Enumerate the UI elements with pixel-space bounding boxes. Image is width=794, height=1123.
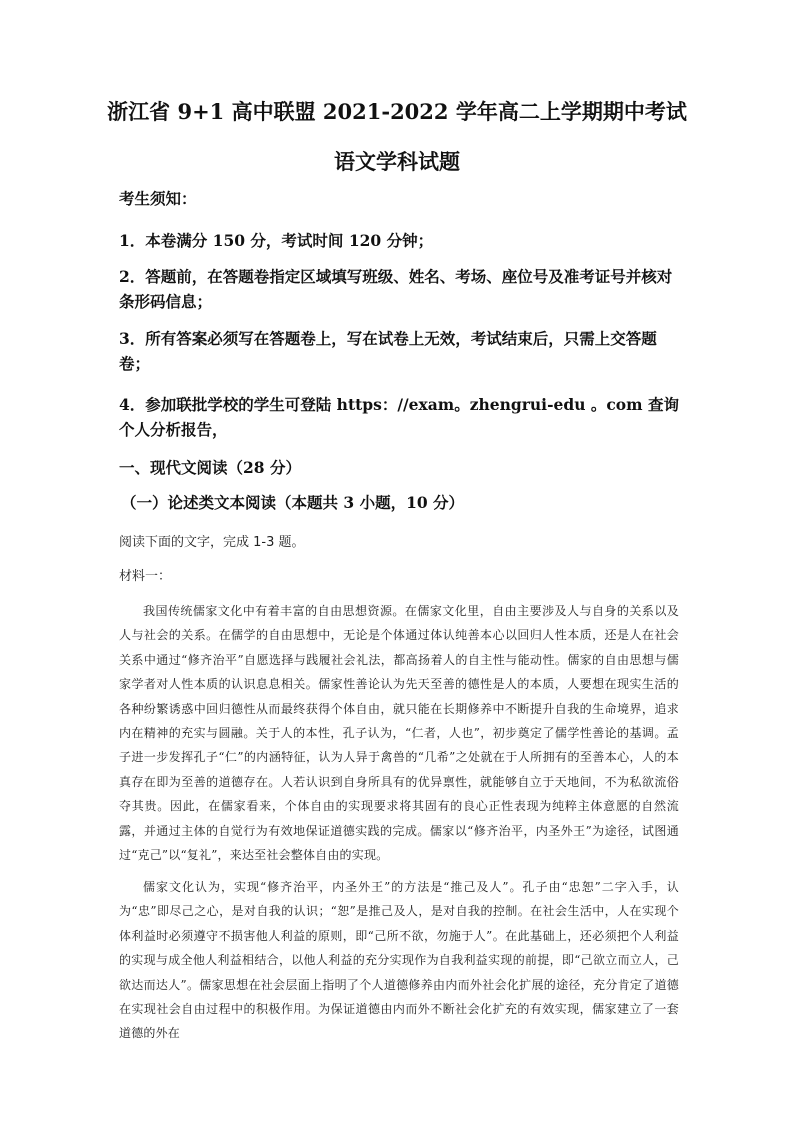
notice-heading: 考生须知： — [119, 189, 197, 208]
reading-instruction: 阅读下面的文字，完成 1-3 题。 — [119, 535, 305, 550]
notice-item-3: 3．所有答案必须写在答题卷上，写在试卷上无效，考试结束后，只需上交答题卷； — [119, 329, 657, 373]
passage-paragraph-2: 儒家文化认为，实现“修齐治平，内圣外王”的方法是“推己及人”。孔子由“忠恕”二字入手，认为“忠”即尽己之心，是对自我的认识；“恕”是推己及人，是对自我的控制。在社会生活中，人在实现个体利益时必须遵守不损害他人利益的原则，即“己所不欲，勿施于人”。在此基础上，还必须把个人利益的实现与成全他人利益相结合，以他人利益的充分实现作为自我利益实现的前提，即“己欲立而立人，己欲达而达人”。儒家思想在社会层面上指明了个人道德修养由内而外社会化扩展的途径，充分肯定了道德在实现社会自由过程中的积极作用。为保证道德由内而外不断社会化扩充的有效实现，儒家建立了一套道德的外在 — [119, 880, 679, 1041]
passage-paragraph-1: 我国传统儒家文化中有着丰富的自由思想资源。在儒家文化里，自由主要涉及人与自身的关系以及人与社会的关系。在儒学的自由思想中，无论是个体通过体认纯善本心以回归人性本质，还是人在社会关系中通过“修齐治平”自愿选择与践履社会礼法，都高扬着人的自主性与能动性。儒家的自由思想与儒家学者对人性本质的认识息息相关。儒家性善论认为先天至善的德性是人的本质，人要想在现实生活的各种纷繁诱惑中回归德性从而最终获得个体自由，就只能在长期修养中不断提升自我的生命境界，追求内在精神的充实与圆融。关于人的本性，孔子认为，“仁者，人也”，初步奠定了儒学性善论的基调。孟子进一步发挥孔子“仁”的内涵特征，认为人异于禽兽的“几希”之处就在于人所拥有的至善本心，人的本真存在即为至善的道德存在。人若认识到自身所具有的优异禀性，就能够自立于天地间，不为私欲流俗夺其贵。因此，在儒家看来，个体自由的实现要求将其固有的良心正性表现为纯粹主体意愿的自然流露，并通过主体的自觉行为有效地保证道德实践的完成。儒家以“修齐治平，内圣外王”为途径，试图通过“克己”以“复礼”，来达至社会整体自由的实现。 — [119, 604, 679, 863]
material-label: 材料一： — [119, 569, 172, 584]
page-title: 浙江省 9+1 高中联盟 2021-2022 学年高二上学期期中考试 — [107, 99, 687, 124]
section-heading: 一、现代文阅读（28 分） — [119, 458, 301, 477]
section-subheading: （一）论述类文本阅读（本题共 3 小题，10 分） — [121, 493, 465, 512]
notice-item-2: 2．答题前，在答题卷指定区域填写班级、姓名、考场、座位号及准考证号并核对条形码信息； — [119, 267, 673, 311]
notice-item-4: 4．参加联批学校的学生可登陆 https：//exam。zhengrui-edu 。com 查询个人分析报告， — [119, 395, 679, 439]
page-subtitle: 语文学科试题 — [334, 149, 460, 174]
notice-item-1: 1．本卷满分 150 分，考试时间 120 分钟； — [119, 231, 434, 250]
